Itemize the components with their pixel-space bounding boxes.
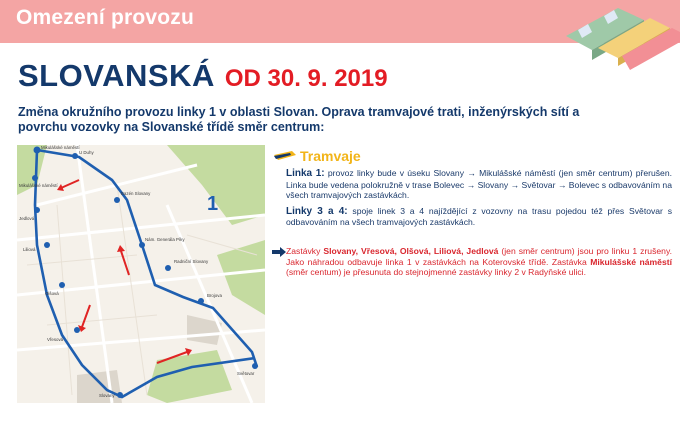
- line34-text: spoje linek 3 a 4 najíždějící z vozovny na trasu pojedou též přes Světovar s odbavováním na všech tramvajových zastávkách.: [286, 205, 672, 228]
- headline-date: OD 30. 9. 2019: [224, 65, 388, 92]
- banner-title: Omezení provozu: [16, 6, 195, 29]
- map-stop-label: Mikulášské náměstí: [41, 145, 80, 150]
- route-map: [17, 145, 265, 403]
- map-stop-label: Vřesová: [47, 337, 64, 342]
- map-stop-label: Bazén Slovany: [121, 191, 151, 196]
- tram-section-header: [272, 147, 672, 165]
- arrow-bullet-icon: [272, 247, 286, 257]
- tram-decoration-icon: [548, 2, 680, 72]
- notice-text-part: (směr centum) je přesunuta do stejnojmenné zastávky linky 2 v Radyňské ulici.: [286, 267, 586, 278]
- headline: [18, 58, 388, 94]
- map-stop-label: Slovany: [99, 393, 115, 398]
- tram-section-icon: [272, 151, 296, 161]
- notice-text-part: Zastávky: [286, 245, 324, 256]
- line34-label: Linky 3 a 4:: [286, 205, 348, 217]
- line34-paragraph: [286, 206, 672, 228]
- map-stop-label: U Duhy: [79, 150, 94, 155]
- notice-moved-stop: Mikulášské náměstí: [590, 256, 672, 267]
- map-line-number: 1: [207, 193, 219, 215]
- map-stop-label: Jedlová: [19, 216, 35, 221]
- map-stop-label: Nám. Generála Píky: [145, 237, 185, 242]
- notice-text: [286, 246, 672, 278]
- map-stop-label: Světovar: [237, 371, 255, 376]
- info-panel: [272, 147, 672, 278]
- line1-paragraph: [286, 168, 672, 201]
- headline-place: SLOVANSKÁ: [18, 58, 215, 93]
- notice-text-part: (jen směr centrum) jsou pro linku 1 zrušeny. Jako náhradou odbavuje linka 1 v zastávkách na Koterovské třídě. Zastávka: [286, 245, 672, 267]
- tram-section-title: Tramvaje: [300, 147, 361, 164]
- notice-cancelled-stops: Slovany, Vřesová, Olšová, Liliová, Jedlová: [323, 245, 499, 256]
- map-stop-label: Brojova: [207, 293, 222, 298]
- intro-text: Změna okružního provozu linky 1 v oblasti Slovan. Oprava tramvajové trati, inženýrských sítí a povrchu vozovky na Slovanské třídě směr centrum:: [18, 105, 580, 134]
- notice-block: [272, 246, 672, 278]
- line1-label: Linka 1:: [286, 168, 325, 179]
- map-stop-label: Olšová: [45, 291, 59, 296]
- line1-text: provoz linky bude v úseku Slovany → Mikulášské náměstí (jen směr centrum) přerušen. Linka bude vedena polokružně v trase Bolevec → Slovany → Světovar → Bolevec s odbavováním na všech tramvajových zastávkách.: [286, 168, 672, 201]
- map-stop-label: Mikulášské náměstí: [19, 183, 58, 188]
- map-stop-label: Radniční Slovany: [174, 259, 209, 264]
- map-stop-label: Liliová: [23, 247, 36, 252]
